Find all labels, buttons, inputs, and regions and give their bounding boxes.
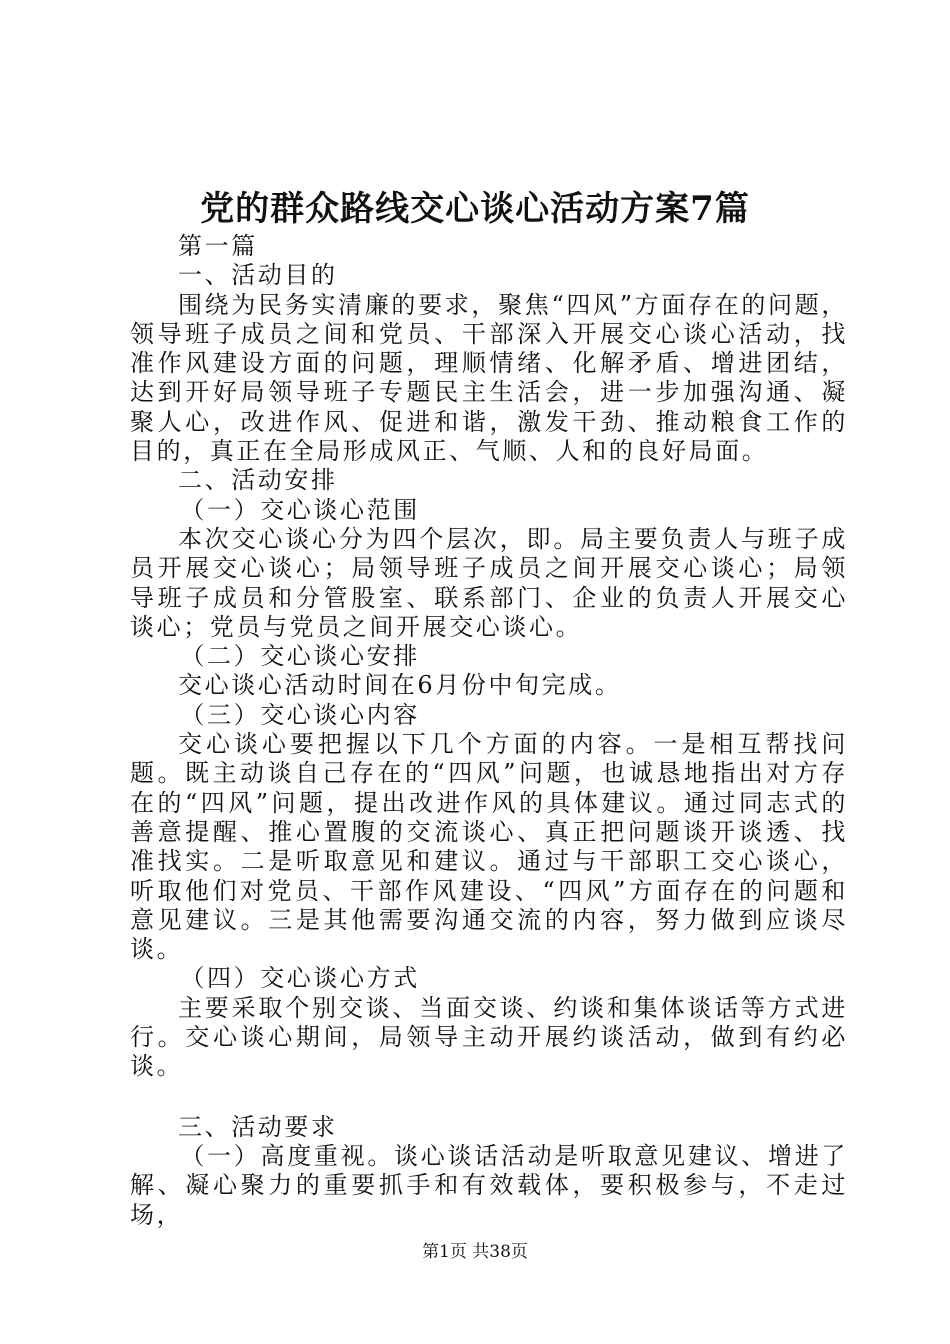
subheading-scope: （一）交心谈心范围 (180, 495, 420, 524)
subheading-method: （四）交心谈心方式 (180, 964, 420, 993)
paragraph-method: 主要采取个别交谈、当面交谈、约谈和集体谈话等方式进行。交心谈心期间，局领导主动开展约谈活动，做到有约必谈。 (130, 993, 848, 1081)
document-body (130, 232, 848, 1230)
document-title: 党的群众路线交心谈心活动方案7篇 (200, 189, 750, 229)
page-number: 第1页 共38页 (422, 1242, 528, 1262)
paragraph-requirement-1: （一）高度重视。谈心谈话活动是听取意见建议、增进了解、凝心聚力的重要抓手和有效载体，要积极参与，不走过场， (130, 1141, 848, 1229)
paragraph-content: 交心谈心要把握以下几个方面的内容。一是相互帮找问题。既主动谈自己存在的“四风”问题，也诚恳地指出对方存在的“四风”问题，提出改进作风的具体建议。通过同志式的善意提醒、推心置腹的交流谈心、真正把问题谈开谈透、找准找实。二是听取意见和建议。通过与干部职工交心谈心，听取他们对党员、干部作风建设、“四风”方面存在的问题和意见建议。三是其他需要沟通交流的内容，努力做到应谈尽谈。 (130, 730, 848, 964)
paragraph-scope: 本次交心谈心分为四个层次，即。局主要负责人与班子成员开展交心谈心；局领导班子成员之间开展交心谈心；局领导班子成员和分管股室、联系部门、企业的负责人开展交心谈心；党员与党员之间开展交心谈心。 (130, 524, 848, 641)
subheading-content: （三）交心谈心内容 (180, 700, 420, 729)
heading-activity-arrangement: 二、活动安排 (178, 466, 338, 495)
paragraph-schedule: 交心谈心活动时间在6月份中旬完成。 (178, 671, 622, 700)
heading-activity-requirements: 三、活动要求 (178, 1112, 338, 1141)
heading-activity-purpose: 一、活动目的 (178, 261, 338, 290)
subheading-schedule: （二）交心谈心安排 (180, 642, 420, 671)
paragraph-purpose: 围绕为民务实清廉的要求，聚焦“四风”方面存在的问题，领导班子成员之间和党员、干部深入开展交心谈心活动，找准作风建设方面的问题，理顺情绪、化解矛盾、增进团结，达到开好局领导班子专题民主生活会，进一步加强沟通、凝聚人心，改进作风、促进和谐，激发干劲、推动粮食工作的目的，真正在全局形成风正、气顺、人和的良好局面。 (130, 290, 848, 466)
section-label: 第一篇 (178, 232, 258, 260)
